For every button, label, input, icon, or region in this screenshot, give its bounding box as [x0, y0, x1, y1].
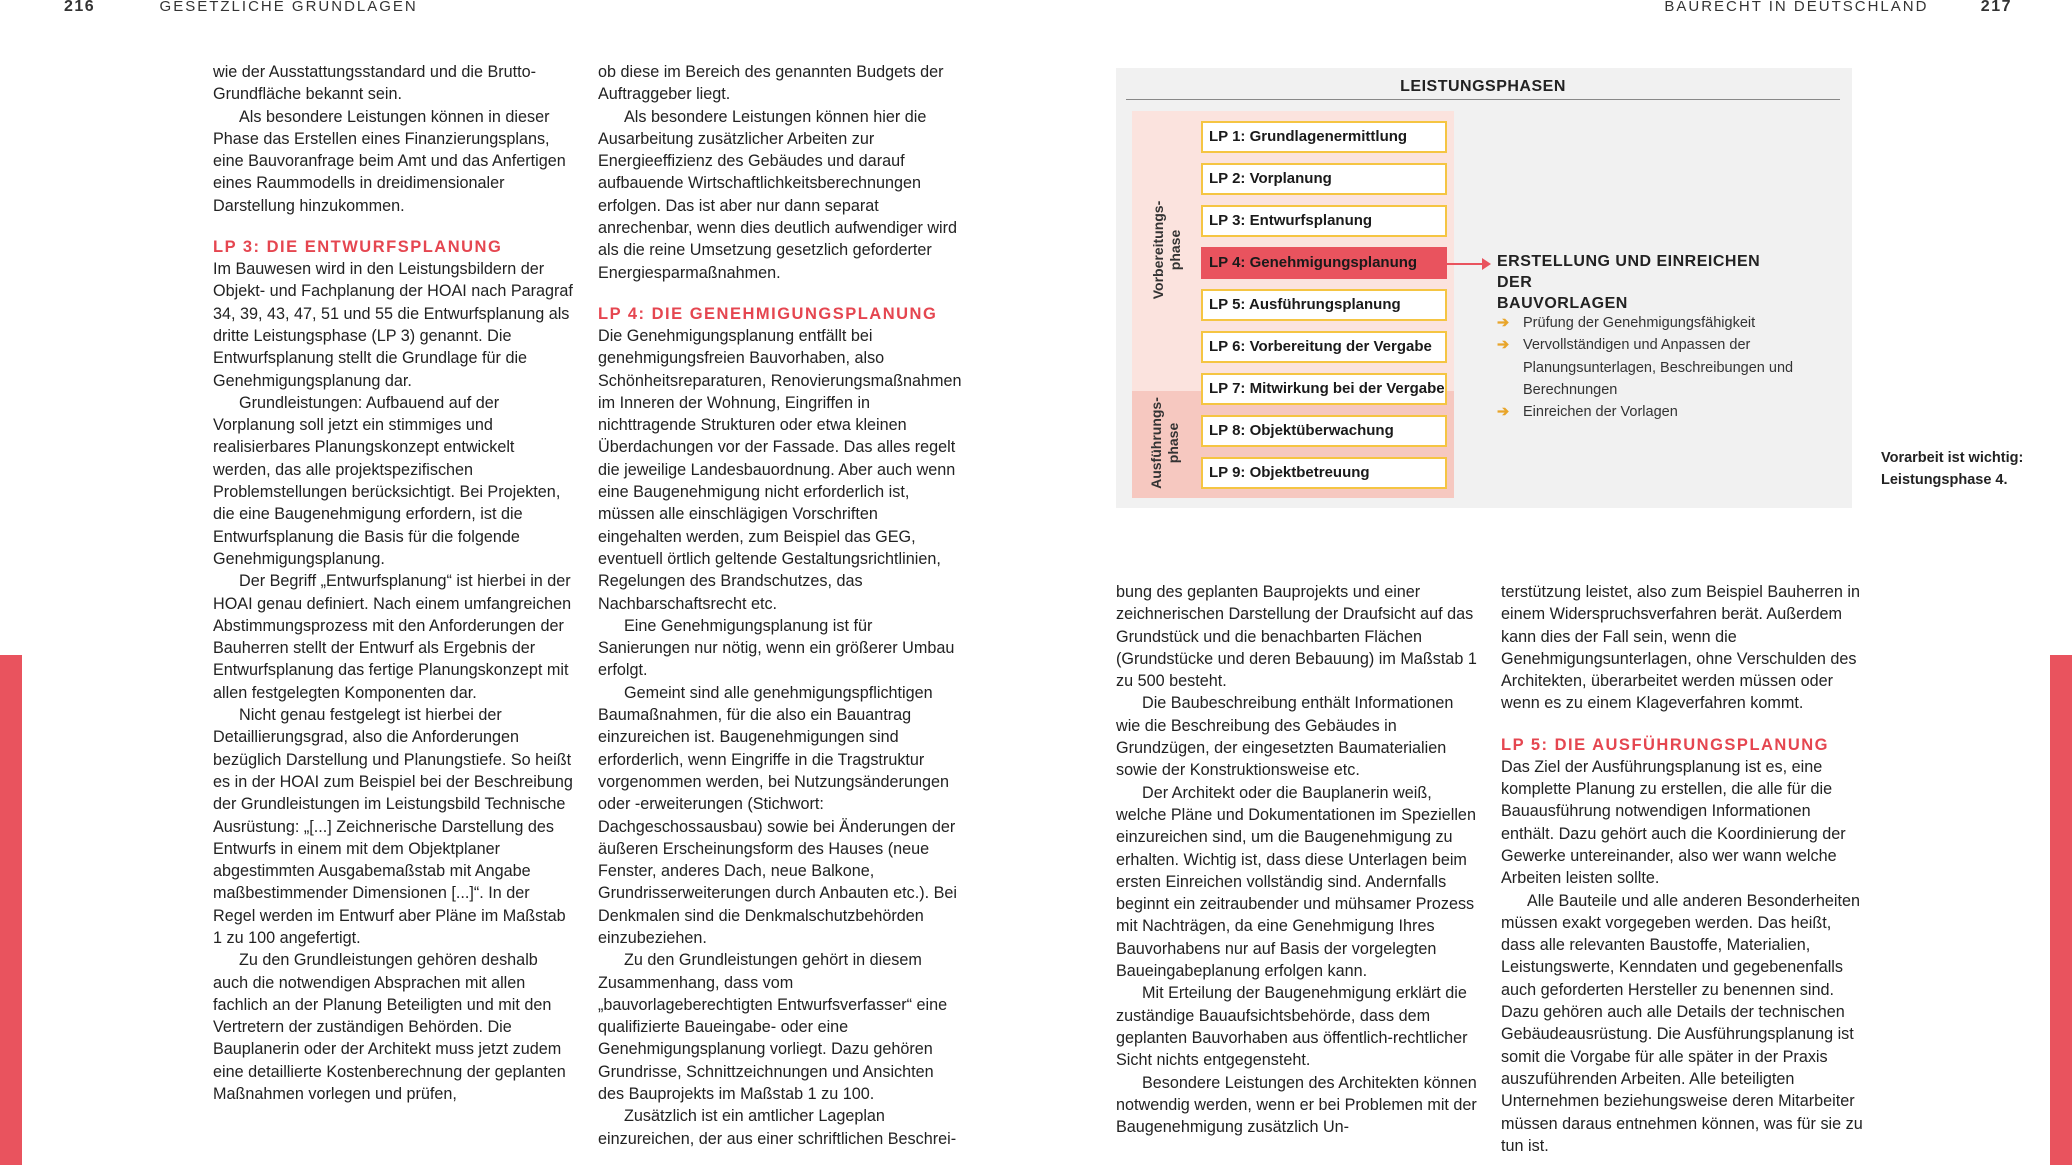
title-divider — [1126, 99, 1840, 100]
text-column-3 — [1116, 581, 1478, 1138]
section-heading: LP 5: DIE AUSFÜHRUNGSPLANUNG — [1501, 735, 1830, 754]
vorbereitungsphase-label: Vorbereitungs- phase — [1150, 200, 1183, 300]
running-title-right: BAURECHT IN DEUTSCHLAND — [1664, 0, 1929, 15]
body-paragraph: Nicht genau festgelegt ist hierbei der Detaillierungsgrad, also die Anforderungen bezüglich Darstellung und Planungstiefe. So heißt es in der HOAI zum Beispiel bei der Beschreibung der Grundleistungen im Leistungsbild Technische Ausrüstung: „[...] Zeichnerische Darstellung des Entwurfs in einem mit dem Objektplaner abgestimmten Ausgabemaßstab mit Angabe maßbestimmender Dimensionen [...]“. In der Regel werden im Entwurf aber Pläne im Maßstab 1 zu 100 angefertigt. — [213, 706, 573, 947]
margin-note: Vorarbeit ist wichtig: Leistungsphase 4. — [1881, 450, 2024, 489]
section-heading: LP 4: DIE GENEHMIGUNGSPLANUNG — [598, 304, 938, 323]
body-paragraph: ob diese im Bereich des genannten Budgets der Auftraggeber liegt. — [598, 63, 944, 104]
body-paragraph: Als besondere Leistungen können hier die Ausarbeitung zusätzlicher Arbeiten zur Energieeffizienz des Gebäudes und darauf aufbauende Wirtschaftlichkeitsberechnungen erfolgen. Das ist aber nur dann separat anrechenbar, wenn dies deutlich aufwendiger wird als die reine Umsetzung gesetzlich geforderter Energiesparmaßnahmen. — [598, 107, 958, 282]
body-paragraph: terstützung leistet, also zum Beispiel Bauherren in einem Widerspruchsverfahren berät. Außerdem kann dies der Fall sein, wenn die Genehmigungsunterlagen, ohne Verschulden des Architekten, überarbeitet werden müssen oder wenn es zu einem Klageverfahren kommt. — [1501, 583, 1861, 713]
body-paragraph: Besondere Leistungen des Architekten können notwendig werden, wenn er bei Problemen mit der Baugenehmigung zusätzlich Un- — [1116, 1073, 1477, 1137]
callout-bullet-list — [1497, 312, 1797, 423]
body-paragraph: Das Ziel der Ausführungsplanung ist es, eine komplette Planung zu erstellen, die alle für die Bauausführung notwendigen Informationen enthält. Dazu gehört auch die Koordinierung der Gewerke untereinander, also wer wann welche Arbeiten leisten sollte. — [1501, 757, 1846, 888]
edge-tab-left — [0, 655, 22, 1165]
running-title-left: GESETZLICHE GRUNDLAGEN — [159, 0, 418, 15]
text-column-2 — [598, 61, 963, 1150]
body-paragraph: Zu den Grundleistungen gehören deshalb auch die notwendigen Absprachen mit allen fachlich an der Planung Beteiligten und mit den Vertretern der zuständigen Behörden. Die Bauplanerin oder der Architekt muss jetzt zudem eine detaillierte Kostenberechnung der geplanten Maßnahmen vorlegen und prüfen, — [213, 951, 566, 1104]
arrow-bullet-icon: ➔ — [1497, 404, 1510, 421]
bullet-item: ➔ Prüfung der Genehmigungsfähigkeit — [1497, 312, 1797, 334]
page-header-right — [1664, 0, 2012, 16]
diagram-title: LEISTUNGSPHASEN — [1400, 78, 1566, 95]
phase-box-lp5: LP 5: Ausführungsplanung — [1201, 289, 1447, 321]
ausfuehrungsphase-label: Ausführungs- phase — [1148, 397, 1181, 489]
body-paragraph: bung des geplanten Bauprojekts und einer zeichnerischen Darstellung der Draufsicht auf das Grundstück und die benachbarten Flächen (Grundstücke und deren Bebauung) im Maßstab 1 zu 500 besteht. — [1116, 583, 1477, 691]
text-column-1 — [213, 61, 575, 1105]
body-paragraph: Im Bauwesen wird in den Leistungsbildern der Objekt- und Fachplanung der HOAI nach Paragraf 34, 39, 43, 47, 51 und 55 die Entwurfsplanung als dritte Leistungsphase (LP 3) genannt. Die Entwurfsplanung stellt die Grundlage für die Genehmigungsplanung dar. — [213, 260, 573, 390]
body-paragraph: Der Architekt oder die Bauplanerin weiß, welche Pläne und Dokumentationen im Speziellen einzureichen sind, um die Baugenehmigung zu erhalten. Wichtig ist, dass diese Unterlagen beim ersten Einreichen vollständig sind. Andernfalls beginnt ein zeitraubender und mühsamer Prozess mit Nachträgen, da eine Genehmigung Ihres Bauvorhabens nur auf Basis der vorgelegten Baueingabeplanung erfolgen kann. — [1116, 783, 1476, 981]
body-paragraph: Eine Genehmigungsplanung ist für Sanierungen nur nötig, wenn ein größerer Umbau erfolgt. — [598, 616, 955, 680]
body-paragraph: Als besondere Leistungen können in dieser Phase das Erstellen eines Finanzierungsplans, eine Bauvoranfrage beim Amt und das Anfertigen eines Raummodells in dreidimensionaler Darstellung hinzukommen. — [213, 107, 566, 215]
arrow-bullet-icon: ➔ — [1497, 315, 1510, 331]
body-paragraph: Zusätzlich ist ein amtlicher Lageplan einzureichen, der aus einer schriftlichen Beschrei- — [598, 1107, 957, 1148]
phase-box-lp7: LP 7: Mitwirkung bei der Vergabe — [1201, 373, 1447, 405]
bullet-item: ➔ Vervollständigen und Anpassen der Planungsunterlagen, Beschreibungen und Berechnungen — [1497, 334, 1797, 401]
body-paragraph: Die Genehmigungsplanung entfällt bei genehmigungsfreien Bauvorhaben, also Schönheitsreparaturen, Renovierungsmaßnahmen im Inneren der Wohnung, Eingriffen in nichttragende Strukturen oder etwa kleinen Überdachungen vor der Fassade. Das alles regelt die jeweilige Landesbauordnung. Aber auch wenn eine Baugenehmigung nicht erforderlich ist, müssen alle einschlägigen Vorschriften eingehalten werden, zum Beispiel das GEG, eventuell örtlich geltende Gestaltungsrichtlinien, Regelungen des Brandschutzes, das Nachbarschaftsrecht etc. — [598, 326, 962, 613]
phase-box-lp8: LP 8: Objektüberwachung — [1201, 415, 1447, 447]
text-column-4 — [1501, 581, 1863, 1157]
bullet-item: ➔ Einreichen der Vorlagen — [1497, 401, 1797, 423]
phase-box-lp9: LP 9: Objektbetreuung — [1201, 457, 1447, 489]
phase-box-lp1: LP 1: Grundlagenermittlung — [1201, 121, 1447, 153]
connector-arrow-head-icon — [1482, 258, 1491, 270]
body-paragraph: Gemeint sind alle genehmigungspflichtigen Baumaßnahmen, für die also ein Bauantrag einzureichen ist. Baugenehmigungen sind erforderlich, wenn Eingriffe in die Tragstruktur vorgenommen werden, bei Nutzungsänderungen oder -erweiterungen (Stichwort: Dachgeschossausbau) sowie bei Änderungen der äußeren Erscheinungsform des Hauses (neue Fenster, anderes Dach, neue Balkone, Grundrisserweiterungen durch Anbauten etc.). Bei Denkmalen sind die Denkmalschutzbehörden einzubeziehen. — [598, 683, 958, 947]
leistungsphasen-diagram — [1116, 68, 1852, 508]
phase-box-lp4-highlighted: LP 4: Genehmigungsplanung — [1201, 247, 1447, 279]
body-paragraph: Der Begriff „Entwurfsplanung“ ist hierbei in der HOAI genau definiert. Nach einem umfangreichen Abstimmungsprozess mit den Anforderungen der Bauherren stellt der Entwurf als Ergebnis der Entwurfsplanung das fertige Planungskonzept mit allen festgelegten Komponenten dar. — [213, 572, 572, 702]
body-paragraph: Grundleistungen: Aufbauend auf der Vorplanung soll jetzt ein stimmiges und realisierbares Planungskonzept entwickelt werden, das alle projektspezifischen Problemstellungen berücksichtigt. Bei Projekten, die eine Baugenehmigung erfordern, ist die Entwurfsplanung die Basis für die folgende Genehmigungsplanung. — [213, 393, 561, 568]
connector-arrow-line — [1442, 263, 1484, 265]
arrow-bullet-icon: ➔ — [1497, 337, 1510, 354]
page-header-left — [64, 0, 418, 16]
page-number-right: 217 — [1980, 0, 2012, 15]
edge-tab-right — [2050, 655, 2072, 1165]
page-number-left: 216 — [64, 0, 96, 15]
body-paragraph: Zu den Grundleistungen gehört in diesem Zusammenhang, dass vom „bauvorlageberechtigten Entwurfsverfasser“ eine qualifizierte Baueingabe- oder eine Genehmigungsplanung vorliegt. Dazu gehören Grundrisse, Schnittzeichnungen und Ansichten des Bauprojekts im Maßstab 1 zu 100. — [598, 951, 948, 1104]
section-heading: LP 3: DIE ENTWURFSPLANUNG — [213, 238, 503, 257]
callout-title: ERSTELLUNG UND EINREICHEN DER BAUVORLAGEN — [1497, 253, 1761, 312]
body-paragraph: Die Baubeschreibung enthält Informationen wie die Beschreibung des Gebäudes in Grundzügen, der eingesetzten Baumaterialien sowie der Konstruktionsweise etc. — [1116, 694, 1454, 780]
phase-box-lp6: LP 6: Vorbereitung der Vergabe — [1201, 331, 1447, 363]
phase-box-lp3: LP 3: Entwurfsplanung — [1201, 205, 1447, 237]
phase-box-lp2: LP 2: Vorplanung — [1201, 163, 1447, 195]
body-paragraph: Alle Bauteile und alle anderen Besonderheiten müssen exakt vorgegeben werden. Das heißt, dass alle relevanten Baustoffe, Materialien, Leistungswerte, Kenndaten und gegebenenfalls auch geforderten Hersteller zu benennen sind. Dazu gehören auch alle Details der technischen Gebäudeausrüstung. Die Ausführungsplanung ist somit die Vorgabe für alle später in der Praxis auszuführenden Arbeiten. Alle beteiligten Unternehmen beziehungsweise deren Mitarbeiter müssen daraus entnehmen können, was für sie zu tun ist. — [1501, 891, 1863, 1155]
body-paragraph: wie der Ausstattungsstandard und die Brutto-Grundfläche bekannt sein. — [213, 63, 537, 104]
body-paragraph: Mit Erteilung der Baugenehmigung erklärt die zuständige Bauaufsichtsbehörde, dass dem geplanten Bauvorhaben aus öffentlich-rechtlicher Sicht nichts entgegensteht. — [1116, 984, 1468, 1070]
